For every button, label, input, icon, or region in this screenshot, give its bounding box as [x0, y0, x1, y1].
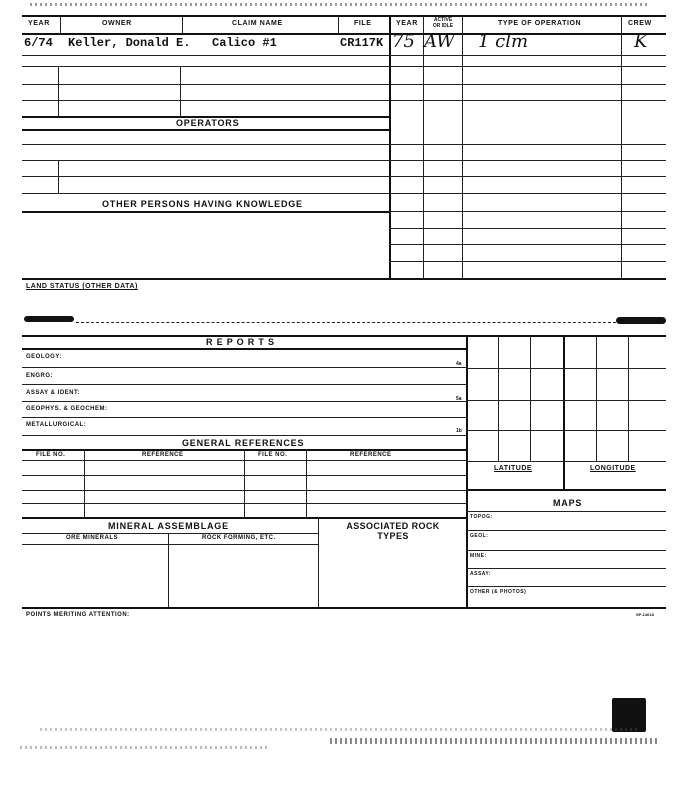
- form-bottom-rule: [22, 607, 666, 609]
- sep: [306, 449, 307, 517]
- maps-topog: TOPOG:: [470, 514, 493, 520]
- row-rule: [466, 550, 666, 551]
- scan-smudge: [24, 316, 74, 322]
- col-active-line1: ACTIVE: [433, 17, 453, 23]
- row-rule: [22, 401, 466, 402]
- col-crew: CREW: [628, 20, 652, 27]
- sep: [628, 335, 629, 461]
- sep: [58, 66, 59, 116]
- maps-top-rule: [466, 489, 666, 491]
- col-rock-forming: ROCK FORMING, ETC.: [202, 535, 276, 541]
- scan-noise: [40, 728, 640, 731]
- row-rule: [466, 586, 666, 587]
- report-engrg: ENGRG:: [26, 373, 53, 379]
- entry-file: CR117K: [340, 36, 384, 50]
- reports-heading: R E P O R T S: [206, 337, 275, 347]
- row-rule: [389, 244, 666, 245]
- row-rule: [22, 55, 666, 56]
- row-rule: [466, 368, 666, 369]
- report-assay-num: 5a: [456, 396, 462, 402]
- maps-assay: ASSAY:: [470, 571, 492, 577]
- other-persons-rule: [22, 211, 389, 213]
- reports-rule: [22, 348, 466, 350]
- col-type-of-operation: TYPE OF OPERATION: [498, 20, 582, 27]
- form-number: SP-14618: [636, 612, 654, 617]
- row-rule: [22, 435, 466, 436]
- scan-noise: [330, 738, 660, 744]
- scan-smudge: [616, 317, 666, 324]
- entry-crew: K: [634, 31, 648, 52]
- reports-top-rule: [22, 335, 666, 337]
- entry-year: 6/74: [24, 36, 53, 50]
- col-ore-minerals: ORE MINERALS: [66, 535, 119, 541]
- row-rule: [22, 384, 466, 385]
- operators-heading: OPERATORS: [176, 118, 240, 128]
- sep: [318, 517, 319, 607]
- sep: [84, 449, 85, 517]
- entry-operation: 1 clm: [478, 31, 529, 52]
- sep: [182, 15, 183, 33]
- header-bottom-rule: [22, 33, 666, 35]
- sep: [596, 335, 597, 461]
- row-rule: [389, 228, 666, 229]
- col-file: FILE: [354, 20, 372, 27]
- maps-heading: MAPS: [553, 498, 583, 508]
- points-meriting-attention: POINTS MERITING ATTENTION:: [26, 612, 130, 618]
- col-active-idle: [427, 17, 459, 29]
- row-rule: [22, 84, 666, 85]
- row-rule: [22, 66, 666, 67]
- row-rule: [22, 176, 666, 177]
- latitude-label: LATITUDE: [494, 465, 533, 472]
- row-rule: [22, 193, 666, 194]
- row-rule: [466, 430, 666, 431]
- row-rule: [22, 417, 466, 418]
- row-rule: [466, 511, 666, 512]
- section-rule: [22, 278, 666, 280]
- row-rule: [22, 367, 466, 368]
- row-rule: [389, 211, 666, 212]
- sep: [58, 160, 59, 193]
- row-rule: [466, 530, 666, 531]
- col-year: YEAR: [28, 20, 50, 27]
- sep: [498, 335, 499, 461]
- row-rule: [466, 568, 666, 569]
- row-rule: [22, 544, 318, 545]
- land-status-rule: [76, 322, 616, 323]
- report-metallurgical-num: 1b: [456, 428, 462, 434]
- other-persons-heading: OTHER PERSONS HAVING KNOWLEDGE: [102, 199, 303, 209]
- sep: [60, 15, 61, 33]
- ref-col-reference-1: REFERENCE: [142, 452, 184, 458]
- col-year-2: YEAR: [396, 20, 418, 27]
- general-references-heading: GENERAL REFERENCES: [182, 438, 305, 448]
- sep: [338, 15, 339, 33]
- scan-noise: [30, 3, 650, 6]
- sep: [530, 335, 531, 461]
- ref-col-file-no-2: FILE NO.: [258, 452, 288, 458]
- maps-geol: GEOL:: [470, 533, 489, 539]
- row-rule: [466, 400, 666, 401]
- ref-col-file-no-1: FILE NO.: [36, 452, 66, 458]
- scan-noise: [20, 746, 270, 749]
- row-rule: [22, 533, 318, 534]
- ref-col-reference-2: REFERENCE: [350, 452, 392, 458]
- row-rule: [466, 461, 666, 462]
- land-status-label: LAND STATUS (OTHER DATA): [26, 283, 138, 290]
- entry-year-2: 75: [392, 31, 415, 52]
- report-metallurgical: METALLURGICAL:: [26, 422, 87, 428]
- col-claim-name: CLAIM NAME: [232, 20, 283, 27]
- col-owner: OWNER: [102, 20, 132, 27]
- report-geology-num: 4a: [456, 361, 462, 367]
- row-rule: [22, 100, 666, 101]
- entry-active: AW: [424, 31, 455, 52]
- col-active-line2: OR IDLE: [432, 23, 454, 29]
- right-panel-divider: [466, 335, 468, 607]
- scan-black-square: [612, 698, 646, 732]
- references-bottom-rule: [22, 517, 466, 519]
- report-assay: ASSAY & IDENT:: [26, 390, 81, 396]
- row-rule: [22, 160, 666, 161]
- sep: [180, 66, 181, 116]
- sep: [168, 533, 169, 607]
- operators-rule: [22, 129, 389, 131]
- associated-rock-types-heading: ASSOCIATED ROCK TYPES: [346, 521, 440, 541]
- entry-claim-name: Calico #1: [212, 36, 277, 50]
- report-geology: GEOLOGY:: [26, 354, 62, 360]
- longitude-label: LONGITUDE: [590, 465, 636, 472]
- row-rule: [389, 261, 666, 262]
- mineral-assemblage-heading: MINERAL ASSEMBLAGE: [108, 521, 229, 531]
- sep: [244, 449, 245, 517]
- report-geophys: GEOPHYS. & GEOCHEM:: [26, 406, 108, 412]
- header-top-rule: [22, 15, 666, 17]
- entry-owner: Keller, Donald E.: [68, 36, 191, 50]
- maps-other: OTHER (& PHOTOS): [470, 589, 527, 595]
- maps-mine: MINE:: [470, 553, 487, 559]
- sep: [563, 335, 565, 489]
- row-rule: [22, 144, 666, 145]
